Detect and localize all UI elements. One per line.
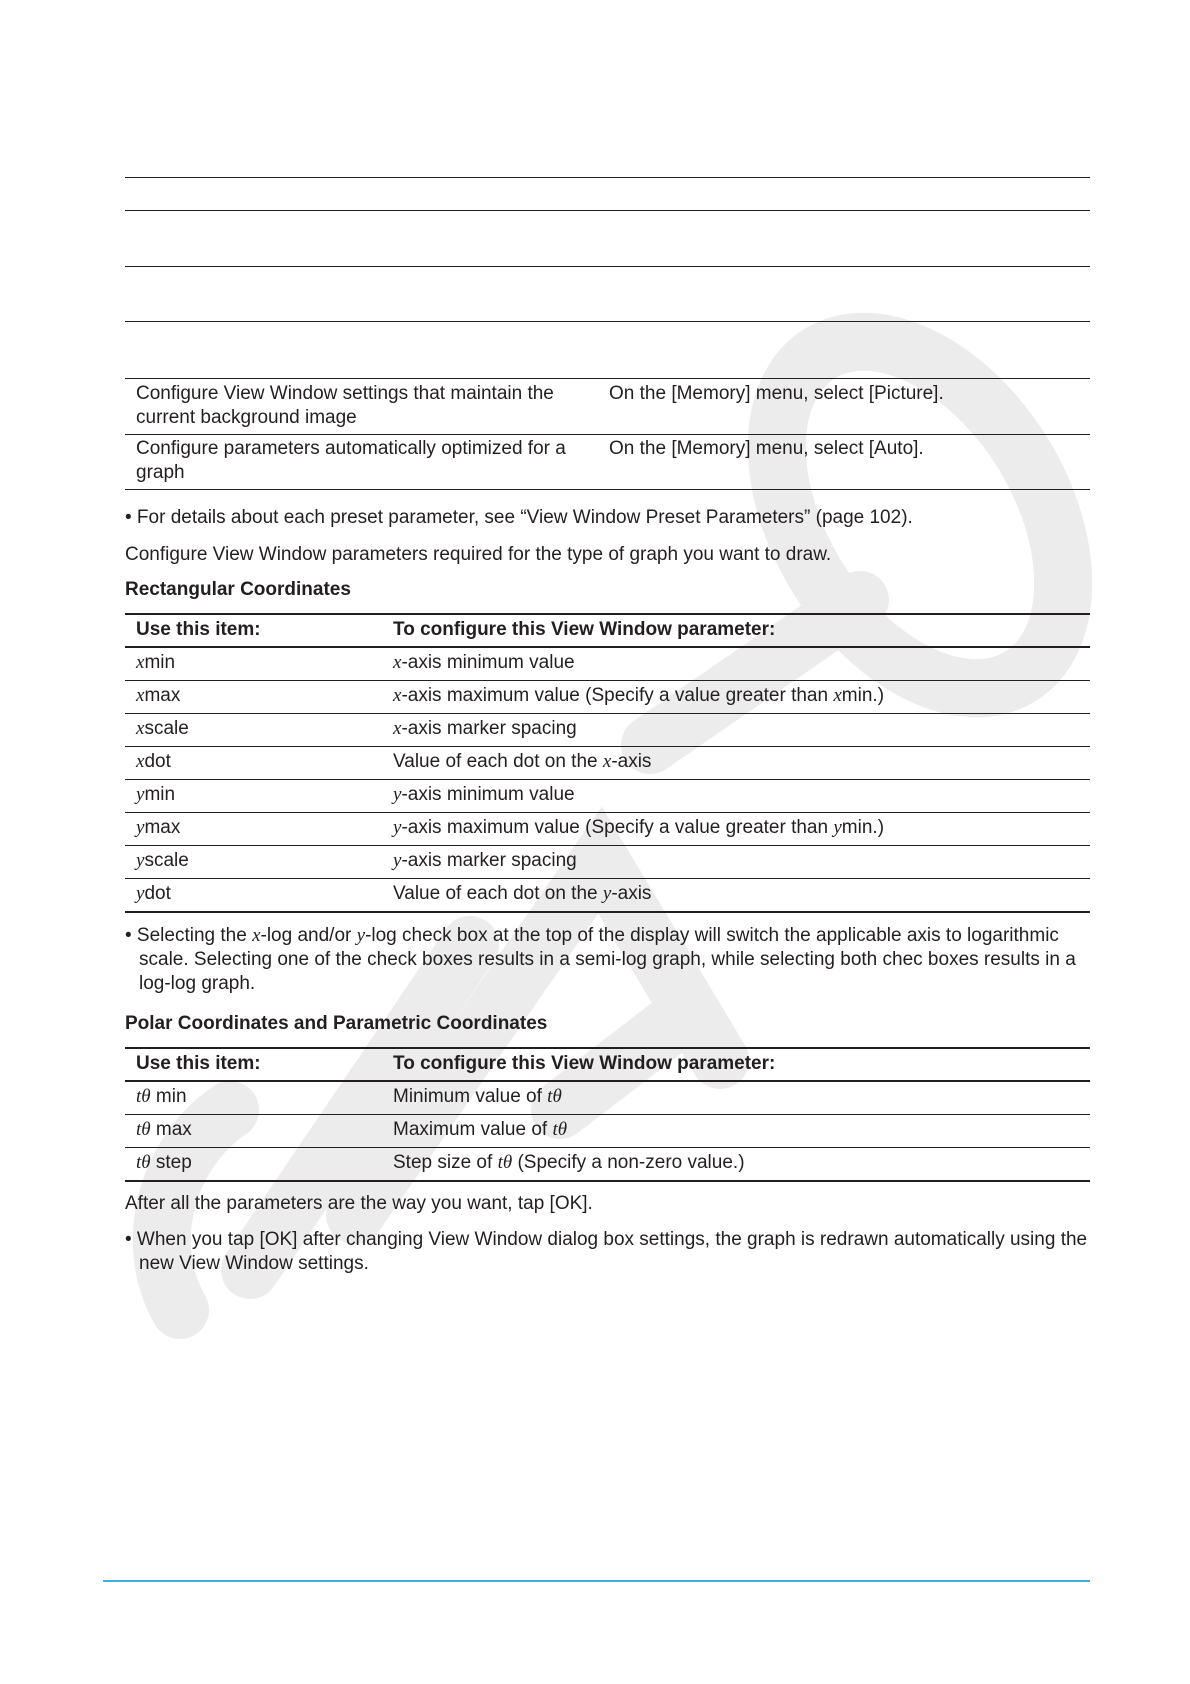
item-cell: xmax [136, 685, 181, 706]
item-cell: ydot [136, 883, 171, 904]
item-cell: tθ step [136, 1152, 192, 1173]
table-cell-action: Configure parameters automatically optimized for a graph [136, 438, 566, 483]
header-item: Use this item: [136, 1053, 261, 1074]
param-cell: y-axis maximum value (Specify a value greater than ymin.) [393, 817, 885, 838]
header-item: Use this item: [136, 619, 261, 640]
rectangular-params-table [125, 613, 1090, 913]
item-cell: ymax [136, 817, 181, 838]
table-row [125, 1148, 1090, 1182]
table-header-row [125, 613, 1090, 648]
param-cell: x-axis marker spacing [393, 718, 577, 739]
param-cell: Step size of tθ (Specify a non-zero value.) [393, 1152, 745, 1173]
param-cell: x-axis minimum value [393, 652, 575, 673]
footer-rule [103, 1580, 1090, 1582]
param-cell: Value of each dot on the x-axis [393, 751, 652, 772]
param-cell: x-axis maximum value (Specify a value greater than xmin.) [393, 685, 885, 706]
header-param: To configure this View Window parameter: [393, 1053, 776, 1074]
intro-text: Configure View Window parameters required for the type of graph you want to draw. [125, 544, 832, 565]
table-rule [125, 321, 1090, 322]
after-text: After all the parameters are the way you want, tap [OK]. [125, 1193, 593, 1214]
table-row [125, 879, 1090, 913]
section-heading-rectangular: Rectangular Coordinates [125, 579, 351, 600]
table-row [125, 780, 1090, 813]
item-cell: xdot [136, 751, 171, 772]
header-param: To configure this View Window parameter: [393, 619, 776, 640]
table-row [125, 681, 1090, 714]
redraw-note: • When you tap [OK] after changing View Window dialog box settings, the graph is redrawn automatically using the new View Window settings. [125, 1229, 1088, 1274]
polar-params-table [125, 1047, 1090, 1182]
table-row [125, 747, 1090, 780]
item-cell: yscale [136, 850, 189, 871]
table-rule [125, 266, 1090, 267]
note-preset: • For details about each preset parameter, see “View Window Preset Parameters” (page 102). [125, 507, 913, 528]
table-row [125, 1082, 1090, 1115]
item-cell: ymin [136, 784, 176, 805]
section-heading-polar: Polar Coordinates and Parametric Coordinates [125, 1013, 548, 1034]
table-cell-operation: On the [Memory] menu, select [Auto]. [609, 438, 924, 459]
item-cell: xmin [136, 652, 176, 673]
param-cell: y-axis marker spacing [393, 850, 577, 871]
table-cell-action: Configure View Window settings that maintain the current background image [136, 383, 554, 428]
table-row [125, 714, 1090, 747]
param-cell: Value of each dot on the y-axis [393, 883, 652, 904]
table-header-row [125, 1047, 1090, 1082]
table-rule [125, 378, 1090, 379]
item-cell: xscale [136, 718, 189, 739]
log-note: • Selecting the x-log and/or y-log check box at the top of the display will switch the applicable axis to logarithmic scale. Selecting one of the check boxes results in a semi-log graph, while selecting both chec boxes results in a log-log graph. [125, 925, 1076, 994]
table-row [125, 1115, 1090, 1148]
table-rule [125, 210, 1090, 211]
param-cell: Maximum value of tθ [393, 1119, 568, 1140]
table-rule [125, 489, 1090, 490]
item-cell: tθ min [136, 1086, 187, 1107]
table-row [125, 846, 1090, 879]
table-cell-operation: On the [Memory] menu, select [Picture]. [609, 383, 944, 404]
param-cell: y-axis minimum value [393, 784, 575, 805]
param-cell: Minimum value of tθ [393, 1086, 562, 1107]
table-row [125, 813, 1090, 846]
table-row [125, 648, 1090, 681]
item-cell: tθ max [136, 1119, 192, 1140]
table-rule [125, 177, 1090, 178]
table-rule [125, 434, 1090, 435]
